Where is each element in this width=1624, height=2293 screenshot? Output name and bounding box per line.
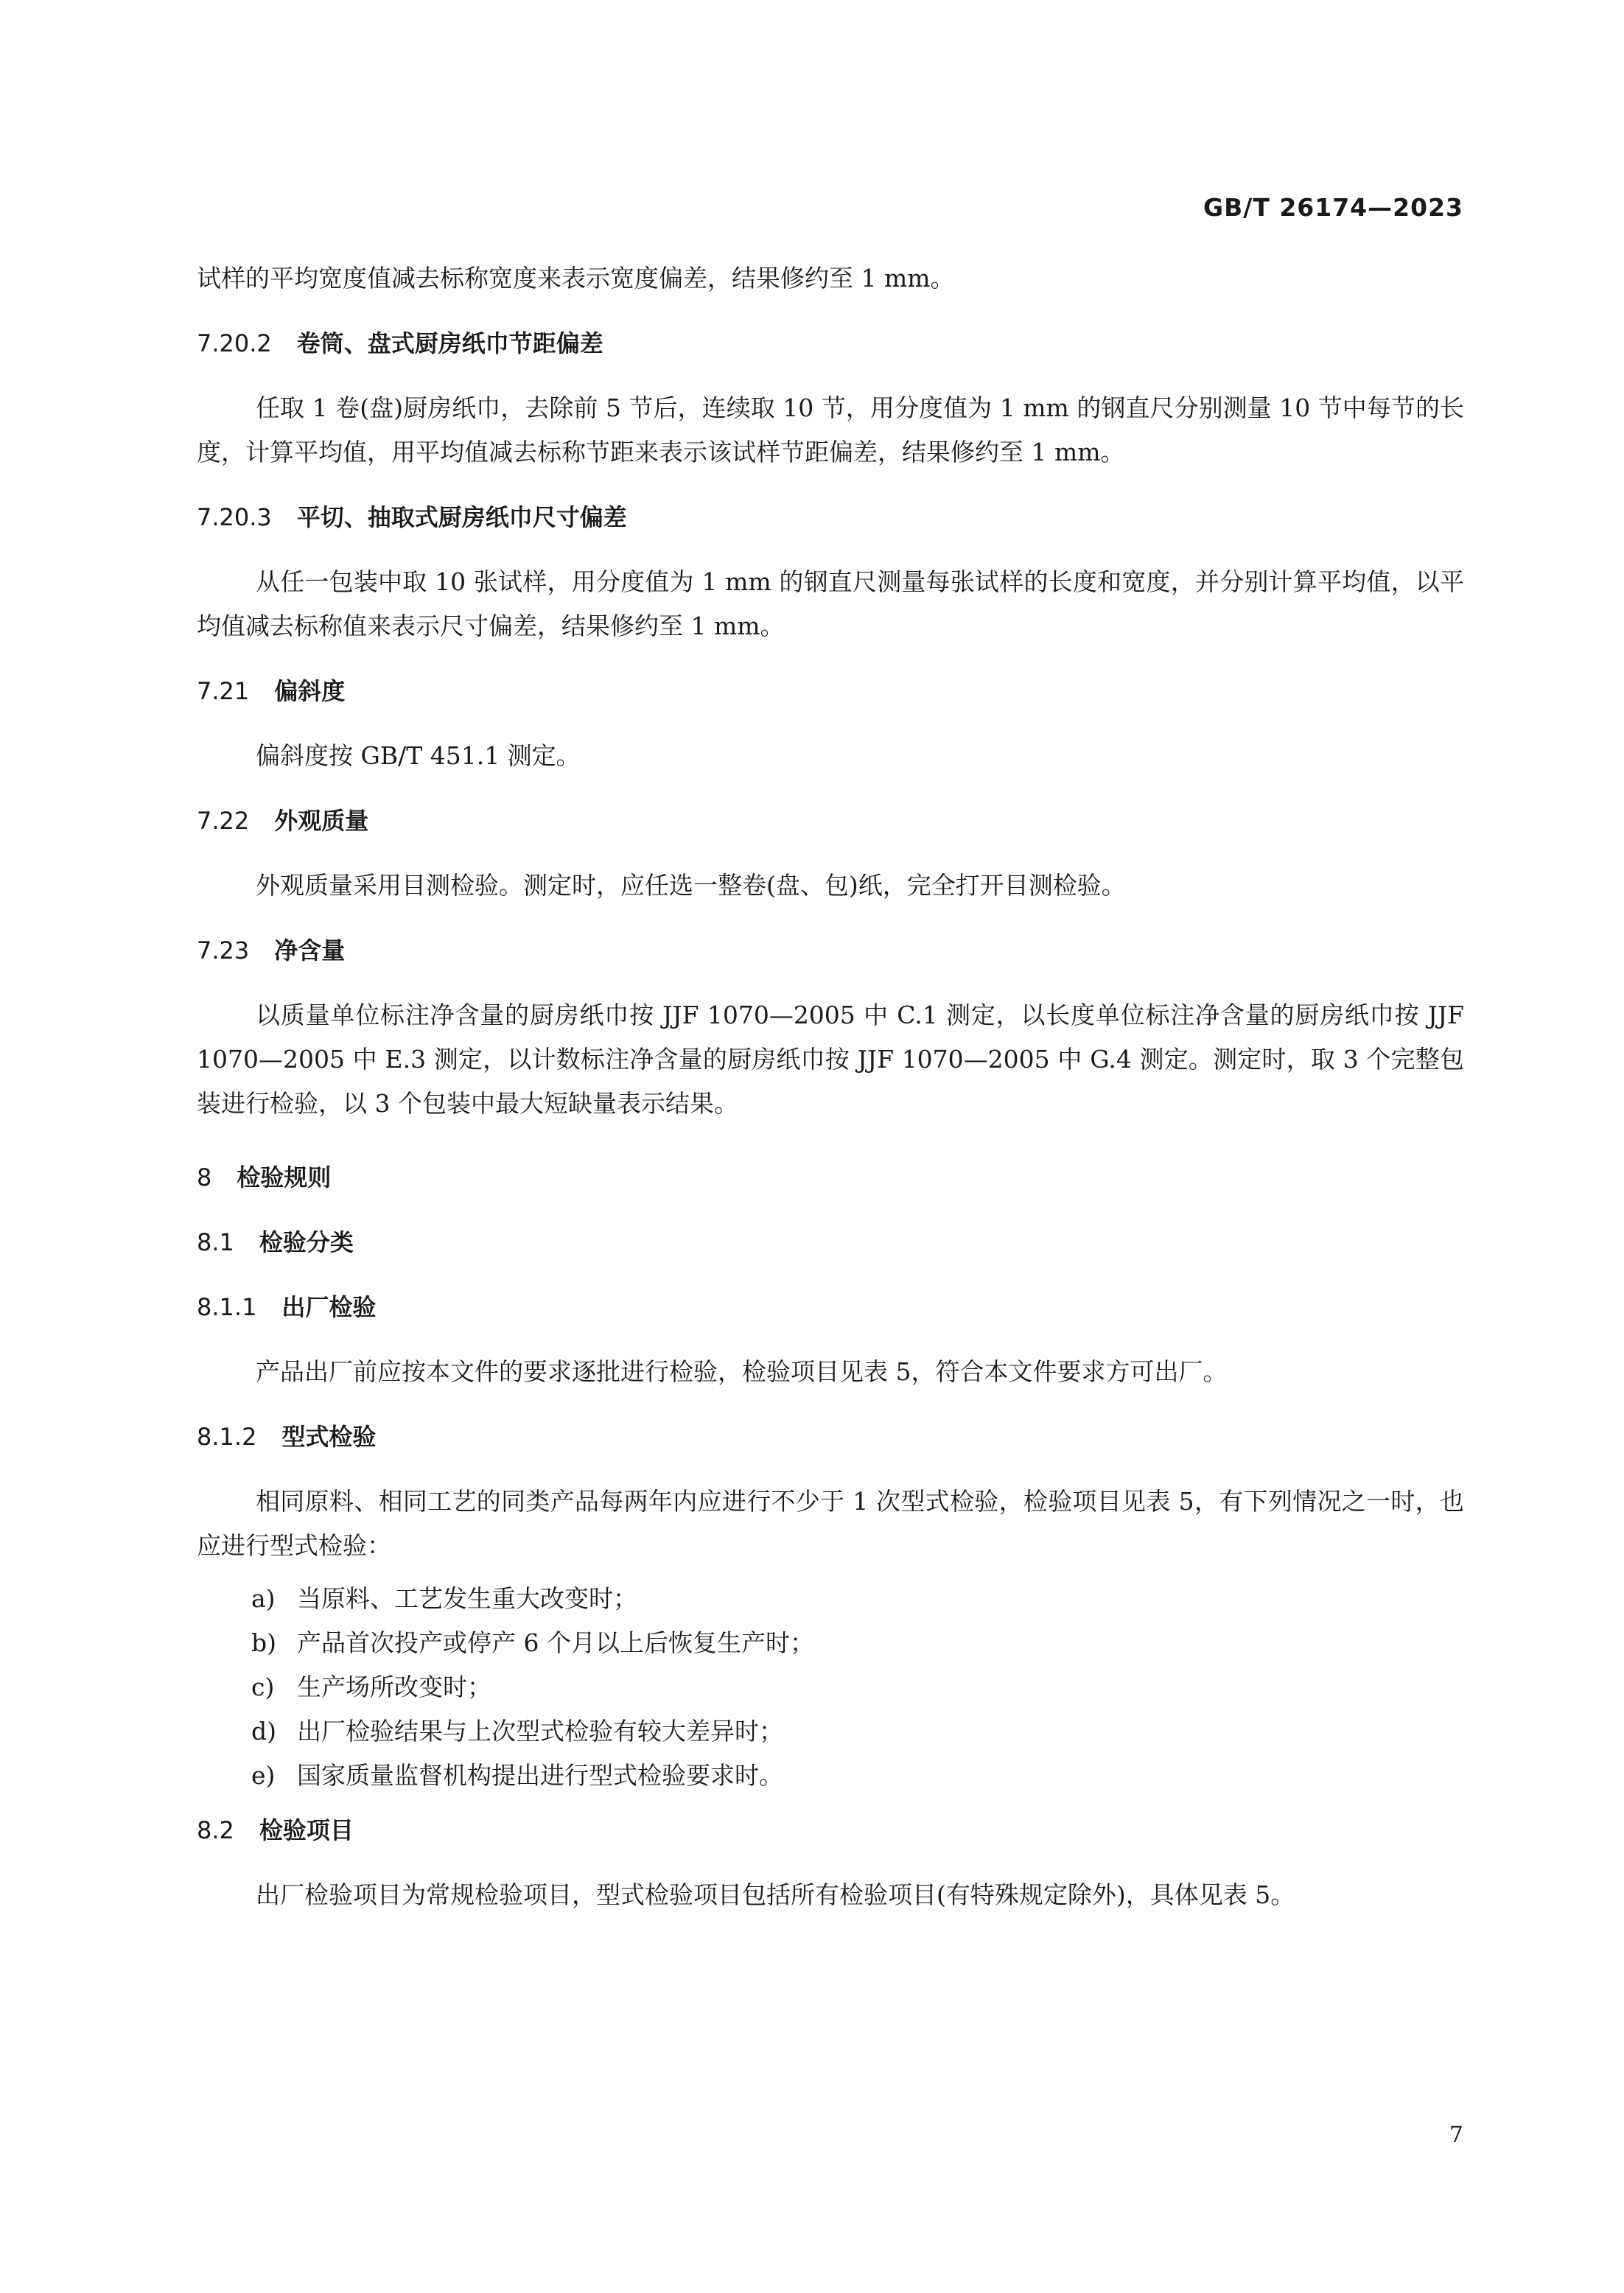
section-title: 外观质量	[274, 807, 369, 835]
section-number: 7.23	[197, 937, 250, 965]
section-heading-7-21	[197, 669, 1464, 713]
list-item	[251, 1709, 1464, 1754]
section-number: 7.21	[197, 677, 250, 705]
list-marker: d)	[251, 1717, 276, 1746]
section-number: 8	[197, 1163, 212, 1191]
paragraph-8-2: 出厂检验项目为常规检验项目，型式检验项目包括所有检验项目(有特殊规定除外)，具体见表 5。	[256, 1880, 1295, 1909]
list-item	[251, 1577, 1464, 1621]
section-number: 8.2	[197, 1816, 234, 1844]
section-heading-8-2	[197, 1808, 1464, 1852]
paragraph-7-22: 外观质量采用目测检验。测定时，应任选一整卷(盘、包)纸，完全打开目测检验。	[256, 871, 1126, 900]
section-number: 7.20.3	[197, 503, 272, 531]
list-marker: e)	[251, 1761, 276, 1790]
section-number: 7.20.2	[197, 329, 272, 357]
section-title: 卷筒、盘式厨房纸巾节距偏差	[296, 329, 603, 357]
section-heading-7-20-3	[197, 495, 1464, 539]
section-number: 7.22	[197, 807, 250, 835]
paragraph-7-20-3: 从任一包装中取 10 张试样，用分度值为 1 mm 的钢直尺测量每张试样的长度和宽度，并分别计算平均值，以平均值减去标称值来表示尺寸偏差，结果修约至 1 mm。	[197, 567, 1464, 640]
paragraph-7-20-2: 任取 1 卷(盘)厨房纸巾，去除前 5 节后，连续取 10 节，用分度值为 1 mm 的钢直尺分别测量 10 节中每节的长度，计算平均值，用平均值减去标称节距来表示该试样节距偏差，结果修约至 1 mm。	[197, 393, 1464, 466]
list-item	[251, 1665, 1464, 1709]
section-heading-8-1	[197, 1220, 1464, 1264]
type-inspection-conditions-list	[251, 1577, 1464, 1798]
section-heading-7-20-2	[197, 321, 1464, 365]
list-item-text: 国家质量监督机构提出进行型式检验要求时。	[297, 1761, 783, 1790]
list-item-text: 生产场所改变时；	[297, 1673, 491, 1701]
section-title: 型式检验	[281, 1423, 377, 1451]
section-number: 8.1	[197, 1228, 234, 1256]
paragraph-7-21: 偏斜度按 GB/T 451.1 测定。	[256, 741, 581, 770]
list-item	[251, 1754, 1464, 1798]
list-marker: b)	[251, 1628, 276, 1657]
section-number: 8.1.1	[197, 1293, 257, 1321]
section-title: 偏斜度	[274, 677, 346, 705]
list-marker: a)	[251, 1584, 276, 1613]
list-item-text: 产品首次投产或停产 6 个月以上后恢复生产时；	[297, 1628, 814, 1657]
section-heading-8-1-1	[197, 1285, 1464, 1329]
list-marker: c)	[251, 1673, 275, 1701]
section-title: 净含量	[274, 937, 346, 965]
section-heading-8-1-2	[197, 1415, 1464, 1459]
list-item-text: 出厂检验结果与上次型式检验有较大差异时；	[297, 1717, 783, 1746]
paragraph-7-23: 以质量单位标注净含量的厨房纸巾按 JJF 1070—2005 中 C.1 测定，以长度单位标注净含量的厨房纸巾按 JJF 1070—2005 中 E.3 测定，以计数标注净含量的厨房纸巾按 JJF 1070—2005 中 G.4 测定。测定时，取 3 个完整包装进行检验，以 3 个包装中最大短缺量表示结果。	[197, 1001, 1464, 1118]
list-item-text: 当原料、工艺发生重大改变时；	[297, 1584, 637, 1613]
section-title: 平切、抽取式厨房纸巾尺寸偏差	[296, 503, 627, 531]
section-number: 8.1.2	[197, 1423, 257, 1451]
paragraph-width-deviation-end: 试样的平均宽度值减去标称宽度来表示宽度偏差，结果修约至 1 mm。	[197, 264, 955, 293]
page-number: 7	[1449, 2122, 1463, 2148]
paragraph-8-1-2: 相同原料、相同工艺的同类产品每两年内应进行不少于 1 次型式检验，检验项目见表 5，有下列情况之一时，也应进行型式检验：	[197, 1487, 1464, 1560]
list-item	[251, 1621, 1464, 1665]
paragraph-8-1-1: 产品出厂前应按本文件的要求逐批进行检验，检验项目见表 5，符合本文件要求方可出厂。	[256, 1357, 1228, 1386]
section-title: 出厂检验	[281, 1293, 377, 1321]
section-title: 检验分类	[259, 1228, 354, 1256]
section-title: 检验规则	[237, 1163, 332, 1191]
document-body	[197, 256, 1464, 1938]
standard-code: GB/T 26174—2023	[1203, 193, 1463, 222]
section-heading-8	[197, 1155, 1464, 1200]
section-title: 检验项目	[259, 1816, 354, 1844]
section-heading-7-22	[197, 799, 1464, 843]
section-heading-7-23	[197, 928, 1464, 973]
